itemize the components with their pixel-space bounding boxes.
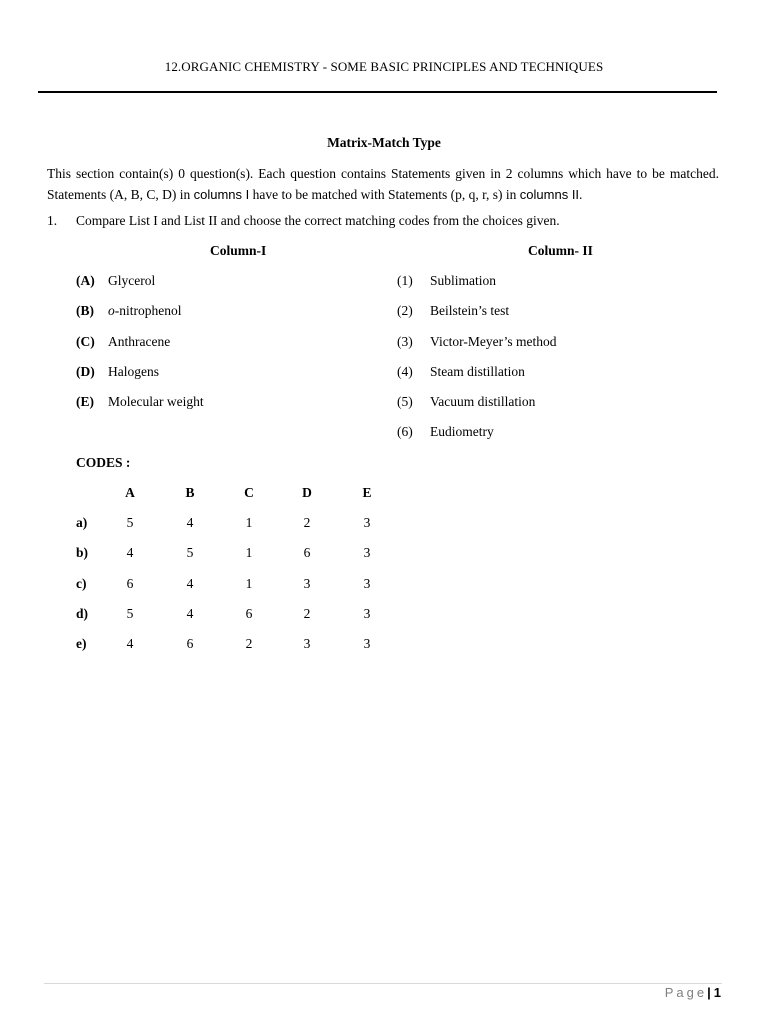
codes-cell: 1 — [245, 576, 253, 591]
column-1-item-body: Glycerol — [108, 273, 156, 288]
intro-text: . — [579, 187, 583, 202]
column-1-item-body: Halogens — [108, 364, 159, 379]
column-2-item-text: Victor-Meyer’s method — [430, 334, 557, 349]
column-1-item-label: (A) — [76, 273, 95, 288]
footer-page-number: 1 — [713, 985, 721, 1000]
column-2-item-label: (3) — [397, 334, 413, 349]
codes-cell: 5 — [186, 545, 194, 560]
column-1-item-body: Anthracene — [108, 334, 171, 349]
column-1-item-text — [108, 334, 170, 350]
footer-page-word: Page — [664, 985, 708, 1000]
codes-cell: 3 — [303, 576, 311, 591]
codes-cell: 3 — [363, 515, 371, 530]
column-1-item-label: (C) — [76, 334, 95, 349]
codes-row-label: c) — [76, 576, 87, 591]
intro-bold-columns-i: columns I — [193, 187, 250, 202]
codes-header-cell: D — [302, 485, 312, 500]
codes-cell: 2 — [245, 636, 253, 651]
codes-title: CODES : — [76, 455, 131, 470]
codes-cell: 4 — [126, 545, 134, 560]
footer-rule — [44, 983, 722, 984]
column-1-item-body: -nitrophenol — [114, 303, 182, 318]
column-2-item-text: Eudiometry — [430, 424, 494, 439]
column-1-item-text — [108, 364, 159, 380]
column-1-item-prefix: o — [108, 303, 115, 318]
codes-cell: 5 — [126, 606, 134, 621]
codes-header-cell: C — [244, 485, 254, 500]
column-2-item-label: (2) — [397, 303, 413, 318]
codes-cell: 3 — [363, 606, 371, 621]
codes-cell: 1 — [245, 545, 253, 560]
codes-row-label: e) — [76, 636, 87, 651]
intro-text: have to be matched with Statements (p, q, r, s) in — [249, 187, 520, 202]
page-footer — [665, 985, 721, 1000]
column-2-item-label: (5) — [397, 394, 413, 409]
codes-cell: 3 — [363, 576, 371, 591]
column-1-item-text — [108, 303, 182, 319]
column-2-item-label: (4) — [397, 364, 413, 379]
codes-cell: 4 — [186, 606, 194, 621]
codes-cell: 3 — [363, 545, 371, 560]
codes-row-label: d) — [76, 606, 89, 621]
codes-cell: 3 — [303, 636, 311, 651]
codes-cell: 2 — [303, 606, 311, 621]
column-2-item-label: (1) — [397, 273, 413, 288]
column-1-heading: Column-I — [210, 243, 267, 258]
column-2-item-label: (6) — [397, 424, 413, 439]
codes-cell: 2 — [303, 515, 311, 530]
codes-header-cell: A — [125, 485, 135, 500]
column-1-item-label: (B) — [76, 303, 94, 318]
column-2-heading: Column- II — [528, 243, 593, 258]
question-number: 1. — [47, 213, 58, 228]
codes-cell: 6 — [245, 606, 253, 621]
column-1-item-label: (E) — [76, 394, 94, 409]
column-2-item-text: Steam distillation — [430, 364, 525, 379]
column-2-item-text: Vacuum distillation — [430, 394, 536, 409]
column-1-item-text — [108, 394, 204, 410]
header-rule — [38, 91, 717, 93]
column-1-item-text — [108, 273, 155, 289]
intro-bold-columns-ii: columns II — [519, 187, 580, 202]
codes-cell: 4 — [186, 515, 194, 530]
column-2-item-text: Sublimation — [430, 273, 497, 288]
footer-separator: | — [707, 985, 711, 1000]
codes-cell: 4 — [186, 576, 194, 591]
column-2-item-text: Beilstein’s test — [430, 303, 510, 318]
codes-cell: 3 — [363, 636, 371, 651]
codes-cell: 4 — [126, 636, 134, 651]
column-1-item-label: (D) — [76, 364, 95, 379]
intro-text: This section contain(s) 0 question(s). Each question contains Statements given in 2 columns which have to be matched. Statements (A, B, C, D) in — [47, 166, 719, 202]
codes-cell: 5 — [126, 515, 134, 530]
codes-header-cell: E — [362, 485, 372, 500]
codes-cell: 1 — [245, 515, 253, 530]
column-1-item-body: Molecular weight — [108, 394, 204, 409]
page-header-title: 12.ORGANIC CHEMISTRY - SOME BASIC PRINCIPLES AND TECHNIQUES — [164, 59, 604, 74]
codes-cell: 6 — [303, 545, 311, 560]
section-title: Matrix-Match Type — [327, 135, 441, 150]
codes-header-cell: B — [185, 485, 195, 500]
codes-cell: 6 — [126, 576, 134, 591]
codes-row-label: a) — [76, 515, 88, 530]
question-text: Compare List I and List II and choose the correct matching codes from the choices given. — [76, 213, 560, 228]
codes-row-label: b) — [76, 545, 89, 560]
codes-cell: 6 — [186, 636, 194, 651]
section-intro — [47, 163, 719, 205]
